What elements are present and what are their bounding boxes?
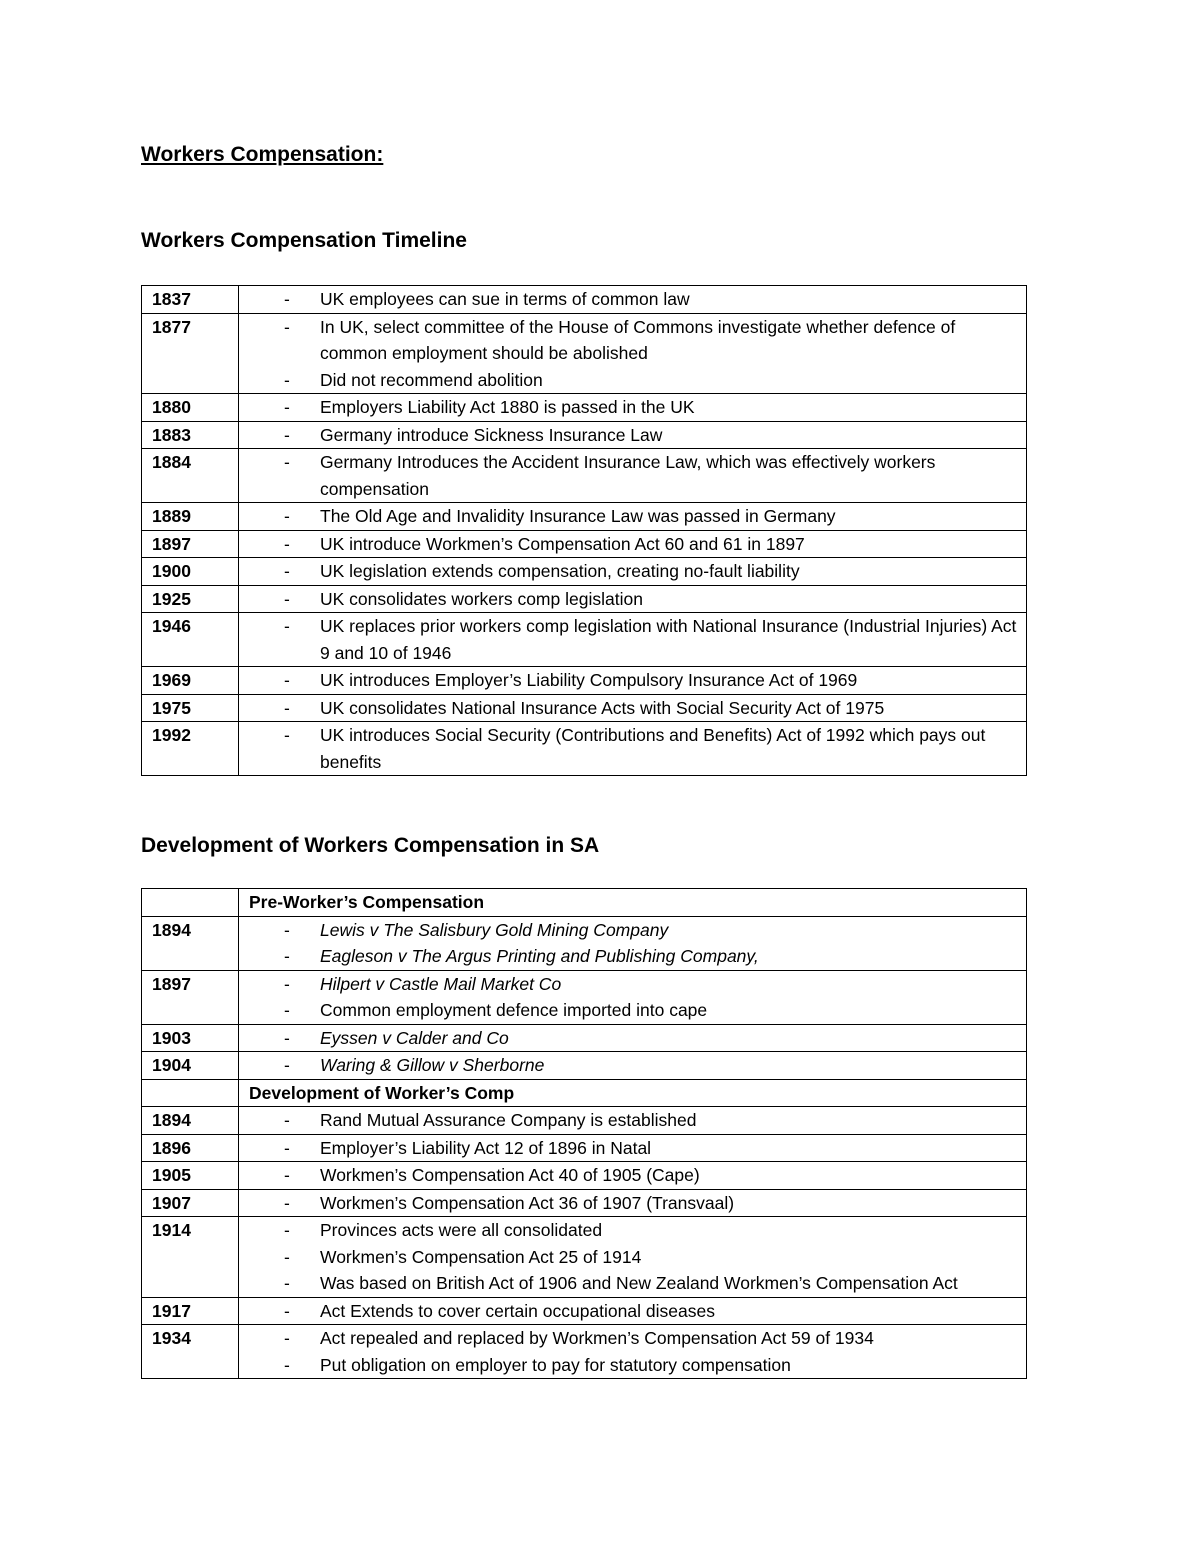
- event-text: Germany introduce Sickness Insurance Law: [320, 424, 663, 445]
- event-item: [239, 943, 1026, 970]
- event-list: [239, 1217, 1026, 1297]
- event-text: Was based on British Act of 1906 and New Zealand Workmen’s Compensation Act: [320, 1273, 958, 1293]
- bullet-dash: -: [284, 1165, 290, 1185]
- timeline-row: [142, 667, 1027, 695]
- development-row: [142, 1217, 1027, 1298]
- development-row: [142, 1134, 1027, 1162]
- year-cell: 1896: [142, 1134, 239, 1162]
- event-text: Workmen’s Compensation Act 40 of 1905 (Cape): [320, 1165, 700, 1185]
- timeline-row: [142, 558, 1027, 586]
- event-list: [239, 1025, 1026, 1052]
- event-item: [239, 586, 1026, 613]
- event-item: [239, 531, 1026, 558]
- events-cell: [239, 313, 1027, 394]
- bullet-dash: -: [284, 1354, 290, 1375]
- event-list: [239, 286, 1026, 313]
- bullet-dash: -: [284, 1273, 290, 1293]
- event-item: [239, 1270, 1026, 1297]
- year-cell: 1897: [142, 530, 239, 558]
- event-list: [239, 531, 1026, 558]
- year-cell: 1905: [142, 1162, 239, 1190]
- timeline-row: [142, 585, 1027, 613]
- event-list: [239, 971, 1026, 1024]
- event-list: [239, 503, 1026, 530]
- timeline-heading: Workers Compensation Timeline: [141, 229, 467, 252]
- event-list: [239, 449, 1026, 502]
- event-text: Put obligation on employer to pay for statutory compensation: [320, 1354, 791, 1375]
- bullet-dash: -: [284, 616, 290, 636]
- event-text: The Old Age and Invalidity Insurance Law was passed in Germany: [320, 506, 836, 526]
- events-cell: [239, 667, 1027, 695]
- events-cell: [239, 1325, 1027, 1379]
- year-cell: 1883: [142, 421, 239, 449]
- event-item: [239, 1352, 1026, 1379]
- year-cell: 1975: [142, 694, 239, 722]
- event-list: [239, 1052, 1026, 1079]
- events-cell: [239, 694, 1027, 722]
- event-item: [239, 1190, 1026, 1217]
- event-text: Eyssen v Calder and Co: [320, 1027, 509, 1048]
- event-text: Lewis v The Salisbury Gold Mining Company: [320, 919, 669, 940]
- event-text: Eagleson v The Argus Printing and Publishing Company,: [320, 946, 759, 966]
- year-cell: 1900: [142, 558, 239, 586]
- year-cell: 1877: [142, 313, 239, 394]
- year-cell: 1889: [142, 503, 239, 531]
- bullet-dash: -: [284, 670, 290, 690]
- event-text: Did not recommend abolition: [320, 369, 543, 390]
- events-cell: [239, 449, 1027, 503]
- subheading-cell: Pre-Worker’s Compensation: [239, 889, 1027, 917]
- bullet-dash: -: [284, 1000, 290, 1020]
- pre-compensation-row: [142, 970, 1027, 1024]
- event-list: [239, 1325, 1026, 1378]
- events-cell: [239, 286, 1027, 314]
- events-cell: [239, 1024, 1027, 1052]
- year-cell: 1992: [142, 722, 239, 776]
- event-item: [239, 394, 1026, 421]
- bullet-dash: -: [284, 946, 290, 966]
- uk-timeline-table: [141, 285, 1027, 776]
- bullet-dash: -: [284, 506, 290, 526]
- event-item: [239, 1135, 1026, 1162]
- bullet-dash: -: [284, 561, 290, 581]
- event-text: Workmen’s Compensation Act 36 of 1907 (Transvaal): [320, 1192, 735, 1213]
- event-item: [239, 1025, 1026, 1052]
- timeline-row: [142, 613, 1027, 667]
- bullet-dash: -: [284, 1328, 290, 1348]
- event-text: Employer’s Liability Act 12 of 1896 in Natal: [320, 1137, 652, 1158]
- year-cell: 1904: [142, 1052, 239, 1080]
- timeline-row: [142, 421, 1027, 449]
- event-text: UK legislation extends compensation, creating no-fault liability: [320, 561, 800, 581]
- event-item: [239, 695, 1026, 722]
- bullet-dash: -: [284, 1300, 290, 1321]
- year-cell: 1934: [142, 1325, 239, 1379]
- event-list: [239, 1298, 1026, 1325]
- event-item: [239, 1052, 1026, 1079]
- event-text: Workmen’s Compensation Act 25 of 1914: [320, 1246, 642, 1267]
- events-cell: [239, 530, 1027, 558]
- event-list: [239, 314, 1026, 394]
- year-cell: 1837: [142, 286, 239, 314]
- bullet-dash: -: [284, 1192, 290, 1213]
- bullet-dash: -: [284, 397, 290, 417]
- bullet-dash: -: [284, 1246, 290, 1267]
- events-cell: [239, 916, 1027, 970]
- events-cell: [239, 1217, 1027, 1298]
- event-list: [239, 1190, 1026, 1217]
- event-item: [239, 917, 1026, 944]
- bullet-dash: -: [284, 1220, 290, 1240]
- events-cell: [239, 722, 1027, 776]
- event-item: [239, 1162, 1026, 1189]
- event-item: [239, 613, 1026, 666]
- event-item: [239, 1244, 1026, 1271]
- bullet-dash: -: [284, 289, 290, 309]
- events-cell: [239, 1107, 1027, 1135]
- bullet-dash: -: [284, 919, 290, 940]
- events-cell: [239, 1134, 1027, 1162]
- year-cell: 1914: [142, 1217, 239, 1298]
- bullet-dash: -: [284, 369, 290, 390]
- events-cell: [239, 585, 1027, 613]
- event-text: UK introduces Social Security (Contributions and Benefits) Act of 1992 which pays out benefits: [320, 725, 986, 772]
- year-cell: 1880: [142, 394, 239, 422]
- event-list: [239, 667, 1026, 694]
- timeline-row: [142, 449, 1027, 503]
- bullet-dash: -: [284, 1110, 290, 1130]
- timeline-row: [142, 394, 1027, 422]
- event-list: [239, 1162, 1026, 1189]
- timeline-row: [142, 503, 1027, 531]
- event-text: Rand Mutual Assurance Company is established: [320, 1110, 697, 1130]
- sa-development-heading: Development of Workers Compensation in SA: [141, 834, 600, 857]
- event-text: UK introduces Employer’s Liability Compulsory Insurance Act of 1969: [320, 670, 858, 690]
- year-cell: 1907: [142, 1189, 239, 1217]
- bullet-dash: -: [284, 697, 290, 718]
- year-cell: 1897: [142, 970, 239, 1024]
- timeline-row: [142, 694, 1027, 722]
- year-cell: 1894: [142, 916, 239, 970]
- development-row: [142, 1325, 1027, 1379]
- event-item: [239, 1325, 1026, 1352]
- events-cell: [239, 1052, 1027, 1080]
- pre-compensation-row: [142, 916, 1027, 970]
- event-text: Common employment defence imported into cape: [320, 1000, 708, 1020]
- bullet-dash: -: [284, 1027, 290, 1048]
- event-item: [239, 1107, 1026, 1134]
- bullet-dash: -: [284, 452, 290, 472]
- development-row: [142, 1162, 1027, 1190]
- development-row: [142, 1107, 1027, 1135]
- bullet-dash: -: [284, 725, 290, 745]
- event-text: UK employees can sue in terms of common law: [320, 289, 690, 309]
- empty-year-cell: [142, 889, 239, 917]
- pre-compensation-subheading-row: [142, 889, 1027, 917]
- event-text: Act repealed and replaced by Workmen’s Compensation Act 59 of 1934: [320, 1328, 874, 1348]
- event-text: UK introduce Workmen’s Compensation Act 60 and 61 in 1897: [320, 533, 805, 554]
- events-cell: [239, 394, 1027, 422]
- year-cell: 1917: [142, 1297, 239, 1325]
- event-item: [239, 449, 1026, 502]
- event-item: [239, 286, 1026, 313]
- pre-compensation-row: [142, 1052, 1027, 1080]
- event-item: [239, 971, 1026, 998]
- development-row: [142, 1189, 1027, 1217]
- year-cell: 1946: [142, 613, 239, 667]
- event-list: [239, 1107, 1026, 1134]
- event-list: [239, 695, 1026, 722]
- event-text: UK consolidates workers comp legislation: [320, 588, 643, 609]
- bullet-dash: -: [284, 316, 290, 337]
- bullet-dash: -: [284, 1137, 290, 1158]
- event-item: [239, 558, 1026, 585]
- event-list: [239, 586, 1026, 613]
- event-text: Hilpert v Castle Mail Market Co: [320, 973, 562, 994]
- timeline-row: [142, 313, 1027, 394]
- subheading-cell: Development of Worker’s Comp: [239, 1079, 1027, 1107]
- sa-development-table: [141, 888, 1027, 1379]
- event-list: [239, 722, 1026, 775]
- year-cell: 1969: [142, 667, 239, 695]
- event-text: Act Extends to cover certain occupational diseases: [320, 1300, 715, 1321]
- bullet-dash: -: [284, 588, 290, 609]
- bullet-dash: -: [284, 533, 290, 554]
- event-item: [239, 722, 1026, 775]
- event-text: Provinces acts were all consolidated: [320, 1220, 603, 1240]
- bullet-dash: -: [284, 973, 290, 994]
- timeline-row: [142, 530, 1027, 558]
- event-item: [239, 1217, 1026, 1244]
- event-item: [239, 1298, 1026, 1325]
- development-subheading-row: [142, 1079, 1027, 1107]
- event-text: UK consolidates National Insurance Acts with Social Security Act of 1975: [320, 697, 885, 718]
- events-cell: [239, 613, 1027, 667]
- event-text: Waring & Gillow v Sherborne: [320, 1055, 545, 1075]
- document-title: Workers Compensation:: [141, 143, 384, 166]
- year-cell: 1925: [142, 585, 239, 613]
- events-cell: [239, 558, 1027, 586]
- bullet-dash: -: [284, 424, 290, 445]
- year-cell: 1894: [142, 1107, 239, 1135]
- events-cell: [239, 1297, 1027, 1325]
- timeline-row: [142, 722, 1027, 776]
- event-list: [239, 422, 1026, 449]
- event-list: [239, 613, 1026, 666]
- event-text: In UK, select committee of the House of Commons investigate whether defence of common employment should be abolished: [320, 316, 956, 363]
- year-cell: 1903: [142, 1024, 239, 1052]
- events-cell: [239, 1162, 1027, 1190]
- events-cell: [239, 1189, 1027, 1217]
- events-cell: [239, 503, 1027, 531]
- event-list: [239, 394, 1026, 421]
- event-item: [239, 997, 1026, 1024]
- event-list: [239, 917, 1026, 970]
- event-item: [239, 422, 1026, 449]
- bullet-dash: -: [284, 1055, 290, 1075]
- event-text: UK replaces prior workers comp legislation with National Insurance (Industrial Injuries) Act 9 and 10 of 1946: [320, 616, 1017, 663]
- event-list: [239, 1135, 1026, 1162]
- year-cell: 1884: [142, 449, 239, 503]
- event-list: [239, 558, 1026, 585]
- events-cell: [239, 970, 1027, 1024]
- development-row: [142, 1297, 1027, 1325]
- timeline-row: [142, 286, 1027, 314]
- event-item: [239, 503, 1026, 530]
- event-item: [239, 314, 1026, 367]
- event-item: [239, 667, 1026, 694]
- events-cell: [239, 421, 1027, 449]
- pre-compensation-row: [142, 1024, 1027, 1052]
- event-text: Employers Liability Act 1880 is passed in the UK: [320, 397, 695, 417]
- event-text: Germany Introduces the Accident Insurance Law, which was effectively workers compensation: [320, 452, 936, 499]
- event-item: [239, 367, 1026, 394]
- empty-year-cell: [142, 1079, 239, 1107]
